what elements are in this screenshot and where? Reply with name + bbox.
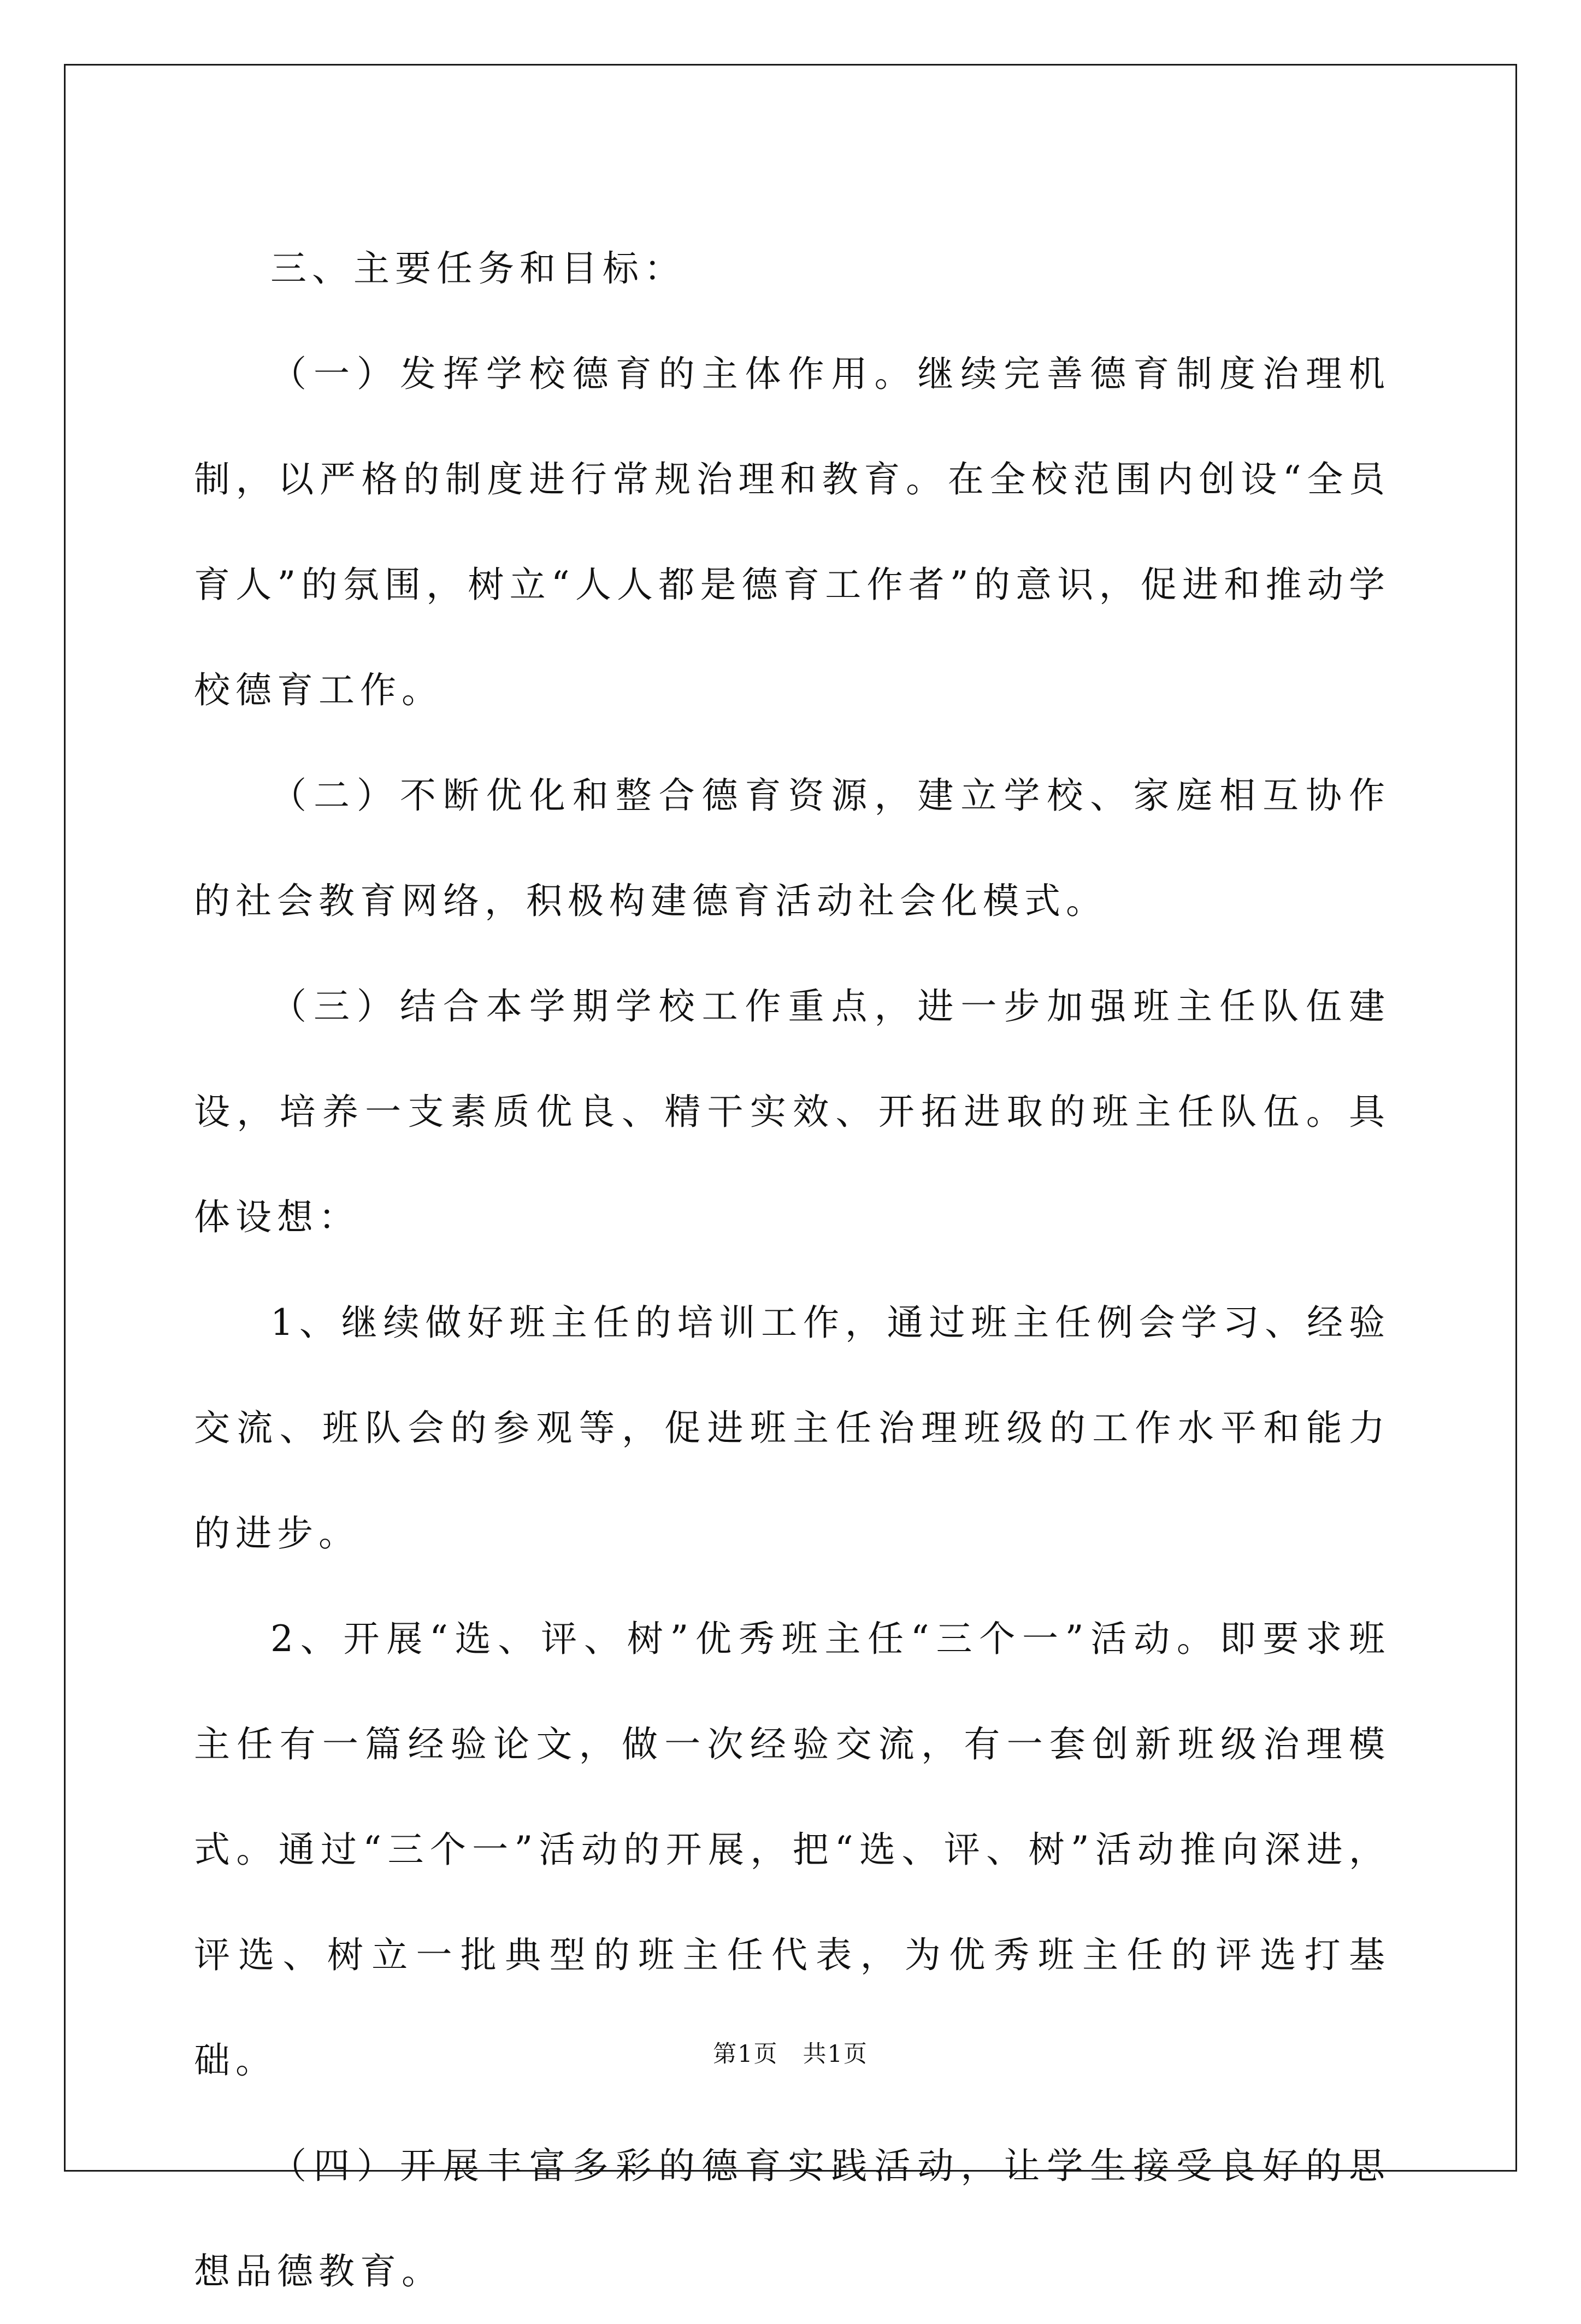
paragraph-6: （四）开展丰富多彩的德育实践活动，让学生接受良好的思想品德教育。 xyxy=(194,2145,1390,2292)
page-footer: 第1页 共1页 xyxy=(713,2041,868,2068)
paragraph-2: （二）不断优化和整合德育资源，建立学校、家庭相互协作的社会教育网络，积极构建德育活动社会化模式。 xyxy=(194,774,1390,922)
paragraph-5: 2、开展“选、评、树”优秀班主任“三个一”活动。即要求班主任有一篇经验论文，做一次经验交流，有一套创新班级治理模式。通过“三个一”活动的开展，把“选、评、树”活动推向深进，评选、树立一批典型的班主任代表，为优秀班主任的评选打基础。 xyxy=(194,1618,1390,2081)
document-body xyxy=(194,216,1390,2324)
section-heading: 三、主要任务和目标： xyxy=(270,247,686,289)
paragraph-1: （一）发挥学校德育的主体作用。继续完善德育制度治理机制，以严格的制度进行常规治理和教育。在全校范围内创设“全员育人”的氛围，树立“人人都是德育工作者”的意识，促进和推动学校德育工作。 xyxy=(194,353,1390,711)
paragraph-4: 1、继续做好班主任的培训工作，通过班主任例会学习、经验交流、班队会的参观等，促进班主任治理班级的工作水平和能力的进步。 xyxy=(194,1302,1390,1554)
paragraph-3: （三）结合本学期学校工作重点，进一步加强班主任队伍建设，培养一支素质优良、精干实效、开拓进取的班主任队伍。具体设想： xyxy=(194,985,1390,1238)
